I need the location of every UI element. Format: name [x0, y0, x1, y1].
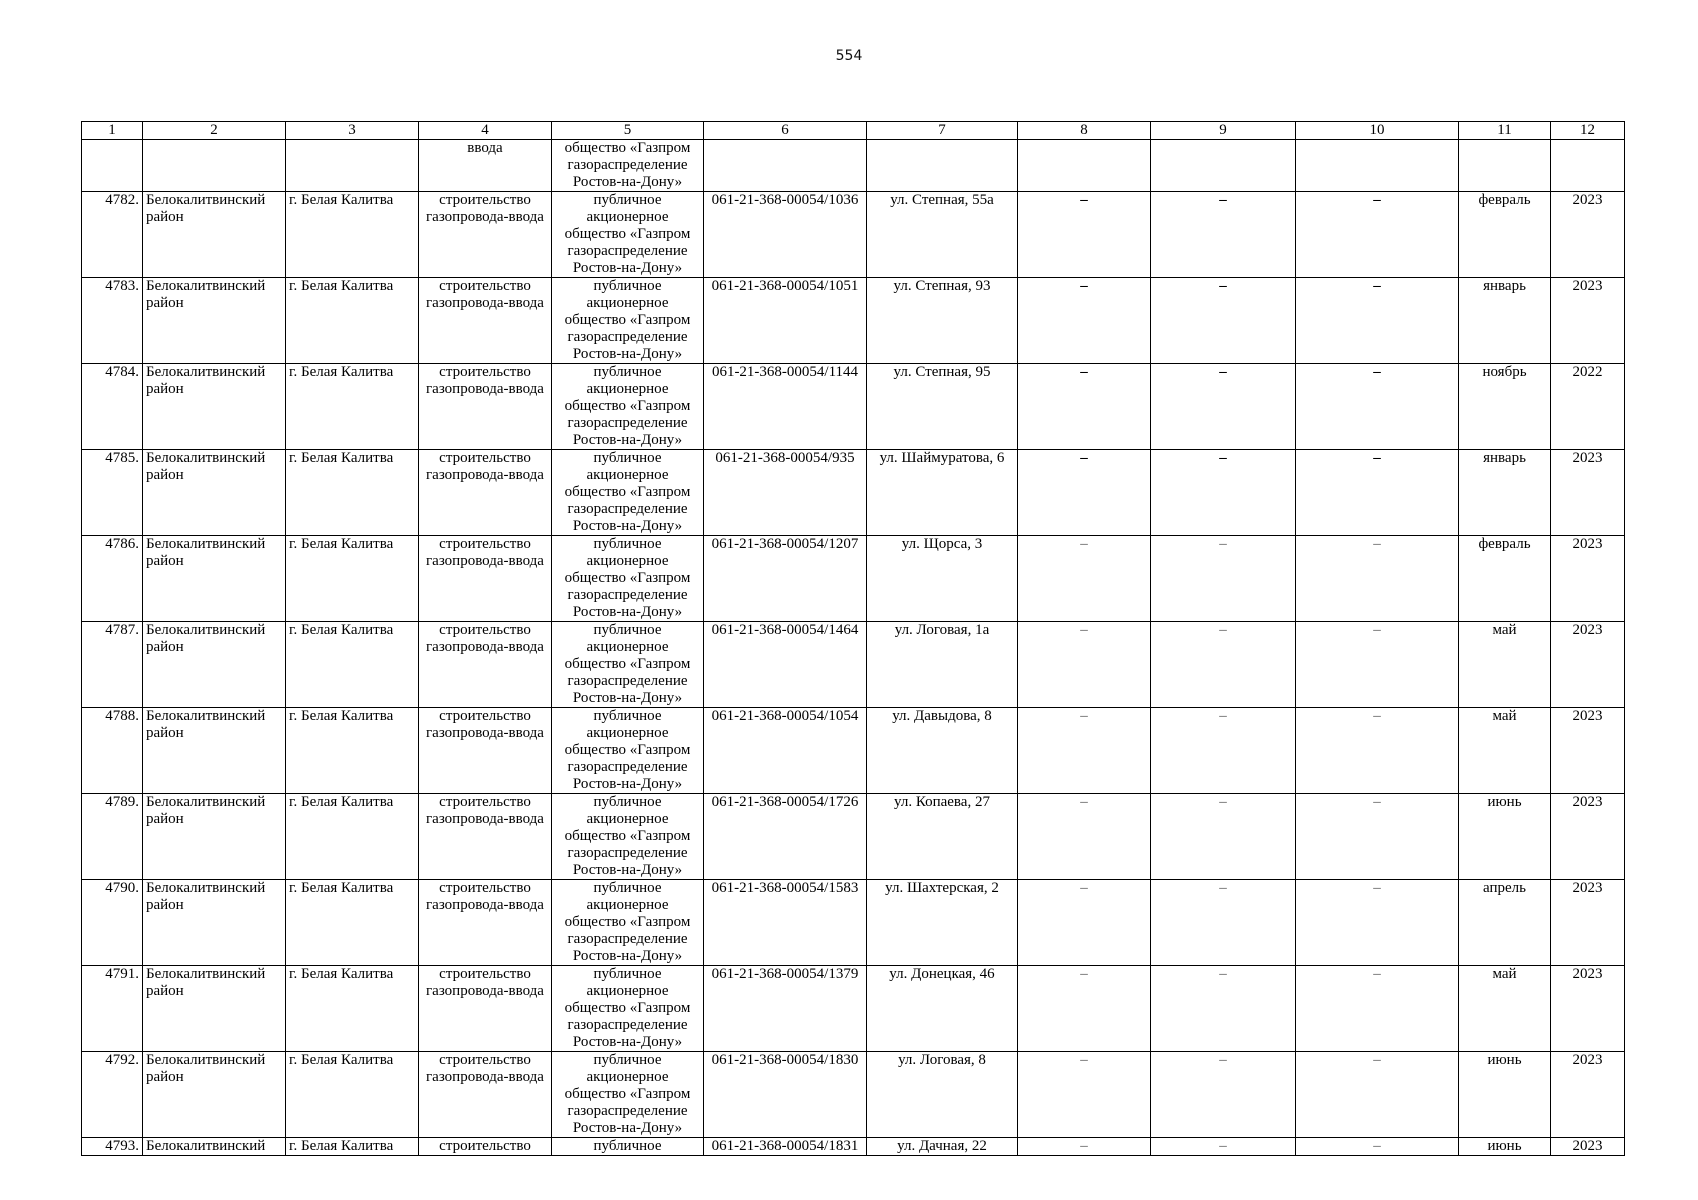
permit-code-cell: 061-21-368-00054/1051 [704, 278, 867, 364]
address-cell: ул. Степная, 55а [867, 192, 1018, 278]
row-number-cell: 4783. [82, 278, 143, 364]
month-cell: апрель [1459, 880, 1551, 966]
work-type-cell: строительство газопровода-ввода [419, 708, 552, 794]
column-9-cell: – [1151, 278, 1296, 364]
organization-cell: публичное акционерное общество «Газпром газораспределение Ростов-на-Дону» [552, 536, 704, 622]
district-cell: Белокалитвинский район [143, 708, 286, 794]
row-number-cell: 4793. [82, 1138, 143, 1156]
year-cell: 2022 [1551, 364, 1625, 450]
address-cell: ул. Шахтерская, 2 [867, 880, 1018, 966]
city-cell: г. Белая Калитва [286, 364, 419, 450]
city-cell: г. Белая Калитва [286, 622, 419, 708]
city-cell: г. Белая Калитва [286, 450, 419, 536]
year-cell: 2023 [1551, 450, 1625, 536]
city-cell: г. Белая Калитва [286, 708, 419, 794]
table-row [82, 622, 1625, 708]
work-type-cell: строительство [419, 1138, 552, 1156]
row-number-cell: 4789. [82, 794, 143, 880]
work-type-cell: ввода [419, 140, 552, 192]
column-header: 10 [1296, 122, 1459, 140]
month-cell: ноябрь [1459, 364, 1551, 450]
column-9-cell: – [1151, 450, 1296, 536]
address-cell: ул. Щорса, 3 [867, 536, 1018, 622]
column-10-cell: – [1296, 880, 1459, 966]
city-cell: г. Белая Калитва [286, 966, 419, 1052]
column-8-cell: – [1018, 278, 1151, 364]
column-9-cell: – [1151, 966, 1296, 1052]
column-header: 5 [552, 122, 704, 140]
year-cell: 2023 [1551, 622, 1625, 708]
work-type-cell: строительство газопровода-ввода [419, 450, 552, 536]
row-number-cell: 4784. [82, 364, 143, 450]
year-cell: 2023 [1551, 536, 1625, 622]
district-cell: Белокалитвинский район [143, 364, 286, 450]
column-8-cell: – [1018, 1052, 1151, 1138]
organization-cell: публичное акционерное общество «Газпром газораспределение Ростов-на-Дону» [552, 966, 704, 1052]
year-cell: 2023 [1551, 708, 1625, 794]
table-row [82, 1052, 1625, 1138]
city-cell: г. Белая Калитва [286, 278, 419, 364]
column-10-cell: – [1296, 708, 1459, 794]
column-number-header [82, 122, 1625, 140]
permit-code-cell: 061-21-368-00054/1726 [704, 794, 867, 880]
district-cell: Белокалитвинский район [143, 622, 286, 708]
year-cell: 2023 [1551, 1138, 1625, 1156]
column-9-cell: – [1151, 794, 1296, 880]
column-8-cell: – [1018, 536, 1151, 622]
work-type-cell: строительство газопровода-ввода [419, 966, 552, 1052]
organization-cell: публичное акционерное общество «Газпром газораспределение Ростов-на-Дону» [552, 1052, 704, 1138]
address-cell: ул. Донецкая, 46 [867, 966, 1018, 1052]
column-8-cell: – [1018, 966, 1151, 1052]
column-header: 6 [704, 122, 867, 140]
organization-cell: публичное акционерное общество «Газпром газораспределение Ростов-на-Дону» [552, 192, 704, 278]
address-cell: ул. Шаймуратова, 6 [867, 450, 1018, 536]
year-cell: 2023 [1551, 278, 1625, 364]
row-number-cell: 4786. [82, 536, 143, 622]
column-header: 8 [1018, 122, 1151, 140]
column-9-cell: – [1151, 536, 1296, 622]
row-number-cell: 4792. [82, 1052, 143, 1138]
table-row [82, 278, 1625, 364]
month-cell: февраль [1459, 536, 1551, 622]
city-cell: г. Белая Калитва [286, 536, 419, 622]
district-cell: Белокалитвинский район [143, 450, 286, 536]
column-header: 1 [82, 122, 143, 140]
column-header: 7 [867, 122, 1018, 140]
month-cell: июнь [1459, 794, 1551, 880]
column-10-cell: – [1296, 794, 1459, 880]
city-cell: г. Белая Калитва [286, 794, 419, 880]
district-cell: Белокалитвинский [143, 1138, 286, 1156]
work-type-cell: строительство газопровода-ввода [419, 278, 552, 364]
column-8-cell: – [1018, 192, 1151, 278]
column-8-cell: – [1018, 794, 1151, 880]
column-10-cell: – [1296, 1138, 1459, 1156]
work-type-cell: строительство газопровода-ввода [419, 794, 552, 880]
column-8-cell: – [1018, 880, 1151, 966]
work-type-cell: строительство газопровода-ввода [419, 536, 552, 622]
address-cell: ул. Копаева, 27 [867, 794, 1018, 880]
column-8-cell: – [1018, 708, 1151, 794]
row-number-cell: 4790. [82, 880, 143, 966]
district-cell: Белокалитвинский район [143, 192, 286, 278]
address-cell: ул. Степная, 93 [867, 278, 1018, 364]
permit-code-cell: 061-21-368-00054/1830 [704, 1052, 867, 1138]
address-cell: ул. Логовая, 1а [867, 622, 1018, 708]
column-9-cell: – [1151, 192, 1296, 278]
organization-cell: общество «Газпром газораспределение Ростов-на-Дону» [552, 140, 704, 192]
column-10-cell: – [1296, 622, 1459, 708]
table-row [82, 192, 1625, 278]
row-number-cell: 4791. [82, 966, 143, 1052]
organization-cell: публичное акционерное общество «Газпром газораспределение Ростов-на-Дону» [552, 794, 704, 880]
organization-cell: публичное акционерное общество «Газпром газораспределение Ростов-на-Дону» [552, 450, 704, 536]
permit-code-cell: 061-21-368-00054/1036 [704, 192, 867, 278]
column-8-cell: – [1018, 364, 1151, 450]
work-type-cell: строительство газопровода-ввода [419, 1052, 552, 1138]
column-header: 2 [143, 122, 286, 140]
organization-cell: публичное акционерное общество «Газпром газораспределение Ростов-на-Дону» [552, 278, 704, 364]
column-9-cell: – [1151, 880, 1296, 966]
permit-code-cell: 061-21-368-00054/935 [704, 450, 867, 536]
city-cell: г. Белая Калитва [286, 1138, 419, 1156]
table-row [82, 880, 1625, 966]
permit-code-cell: 061-21-368-00054/1144 [704, 364, 867, 450]
city-cell: г. Белая Калитва [286, 1052, 419, 1138]
continuation-row [82, 140, 1625, 192]
organization-cell: публичное акционерное общество «Газпром газораспределение Ростов-на-Дону» [552, 880, 704, 966]
work-type-cell: строительство газопровода-ввода [419, 364, 552, 450]
column-8-cell: – [1018, 622, 1151, 708]
city-cell: г. Белая Калитва [286, 192, 419, 278]
month-cell: май [1459, 966, 1551, 1052]
page-number: 554 [835, 48, 863, 64]
address-cell: ул. Логовая, 8 [867, 1052, 1018, 1138]
table-row [82, 708, 1625, 794]
table-row [82, 364, 1625, 450]
month-cell: февраль [1459, 192, 1551, 278]
column-header: 9 [1151, 122, 1296, 140]
column-8-cell: – [1018, 1138, 1151, 1156]
registry-table [81, 121, 1625, 1156]
district-cell: Белокалитвинский район [143, 1052, 286, 1138]
table-row [82, 966, 1625, 1052]
table-row [82, 794, 1625, 880]
year-cell: 2023 [1551, 880, 1625, 966]
district-cell: Белокалитвинский район [143, 966, 286, 1052]
work-type-cell: строительство газопровода-ввода [419, 880, 552, 966]
permit-code-cell: 061-21-368-00054/1379 [704, 966, 867, 1052]
column-10-cell: – [1296, 966, 1459, 1052]
address-cell: ул. Давыдова, 8 [867, 708, 1018, 794]
column-10-cell: – [1296, 1052, 1459, 1138]
work-type-cell: строительство газопровода-ввода [419, 622, 552, 708]
column-9-cell: – [1151, 1138, 1296, 1156]
month-cell: январь [1459, 278, 1551, 364]
column-10-cell: – [1296, 536, 1459, 622]
year-cell: 2023 [1551, 794, 1625, 880]
column-header: 4 [419, 122, 552, 140]
row-number-cell: 4788. [82, 708, 143, 794]
permit-code-cell: 061-21-368-00054/1831 [704, 1138, 867, 1156]
city-cell: г. Белая Калитва [286, 880, 419, 966]
row-number-cell: 4787. [82, 622, 143, 708]
column-9-cell: – [1151, 1052, 1296, 1138]
table-row [82, 450, 1625, 536]
address-cell: ул. Дачная, 22 [867, 1138, 1018, 1156]
month-cell: май [1459, 622, 1551, 708]
organization-cell: публичное акционерное общество «Газпром газораспределение Ростов-на-Дону» [552, 622, 704, 708]
column-10-cell: – [1296, 192, 1459, 278]
organization-cell: публичное акционерное общество «Газпром газораспределение Ростов-на-Дону» [552, 364, 704, 450]
address-cell: ул. Степная, 95 [867, 364, 1018, 450]
permit-code-cell: 061-21-368-00054/1464 [704, 622, 867, 708]
district-cell: Белокалитвинский район [143, 794, 286, 880]
column-9-cell: – [1151, 364, 1296, 450]
permit-code-cell: 061-21-368-00054/1583 [704, 880, 867, 966]
month-cell: июнь [1459, 1138, 1551, 1156]
district-cell: Белокалитвинский район [143, 278, 286, 364]
permit-code-cell: 061-21-368-00054/1207 [704, 536, 867, 622]
column-8-cell: – [1018, 450, 1151, 536]
table-row [82, 536, 1625, 622]
column-9-cell: – [1151, 708, 1296, 794]
organization-cell: публичное акционерное общество «Газпром газораспределение Ростов-на-Дону» [552, 708, 704, 794]
column-header: 3 [286, 122, 419, 140]
column-header: 11 [1459, 122, 1551, 140]
column-header: 12 [1551, 122, 1625, 140]
month-cell: январь [1459, 450, 1551, 536]
permit-code-cell: 061-21-368-00054/1054 [704, 708, 867, 794]
column-10-cell: – [1296, 364, 1459, 450]
row-number-cell: 4782. [82, 192, 143, 278]
year-cell: 2023 [1551, 192, 1625, 278]
month-cell: июнь [1459, 1052, 1551, 1138]
row-number-cell: 4785. [82, 450, 143, 536]
year-cell: 2023 [1551, 1052, 1625, 1138]
month-cell: май [1459, 708, 1551, 794]
column-9-cell: – [1151, 622, 1296, 708]
organization-cell: публичное [552, 1138, 704, 1156]
table-row [82, 1138, 1625, 1156]
district-cell: Белокалитвинский район [143, 536, 286, 622]
column-10-cell: – [1296, 278, 1459, 364]
column-10-cell: – [1296, 450, 1459, 536]
work-type-cell: строительство газопровода-ввода [419, 192, 552, 278]
district-cell: Белокалитвинский район [143, 880, 286, 966]
year-cell: 2023 [1551, 966, 1625, 1052]
